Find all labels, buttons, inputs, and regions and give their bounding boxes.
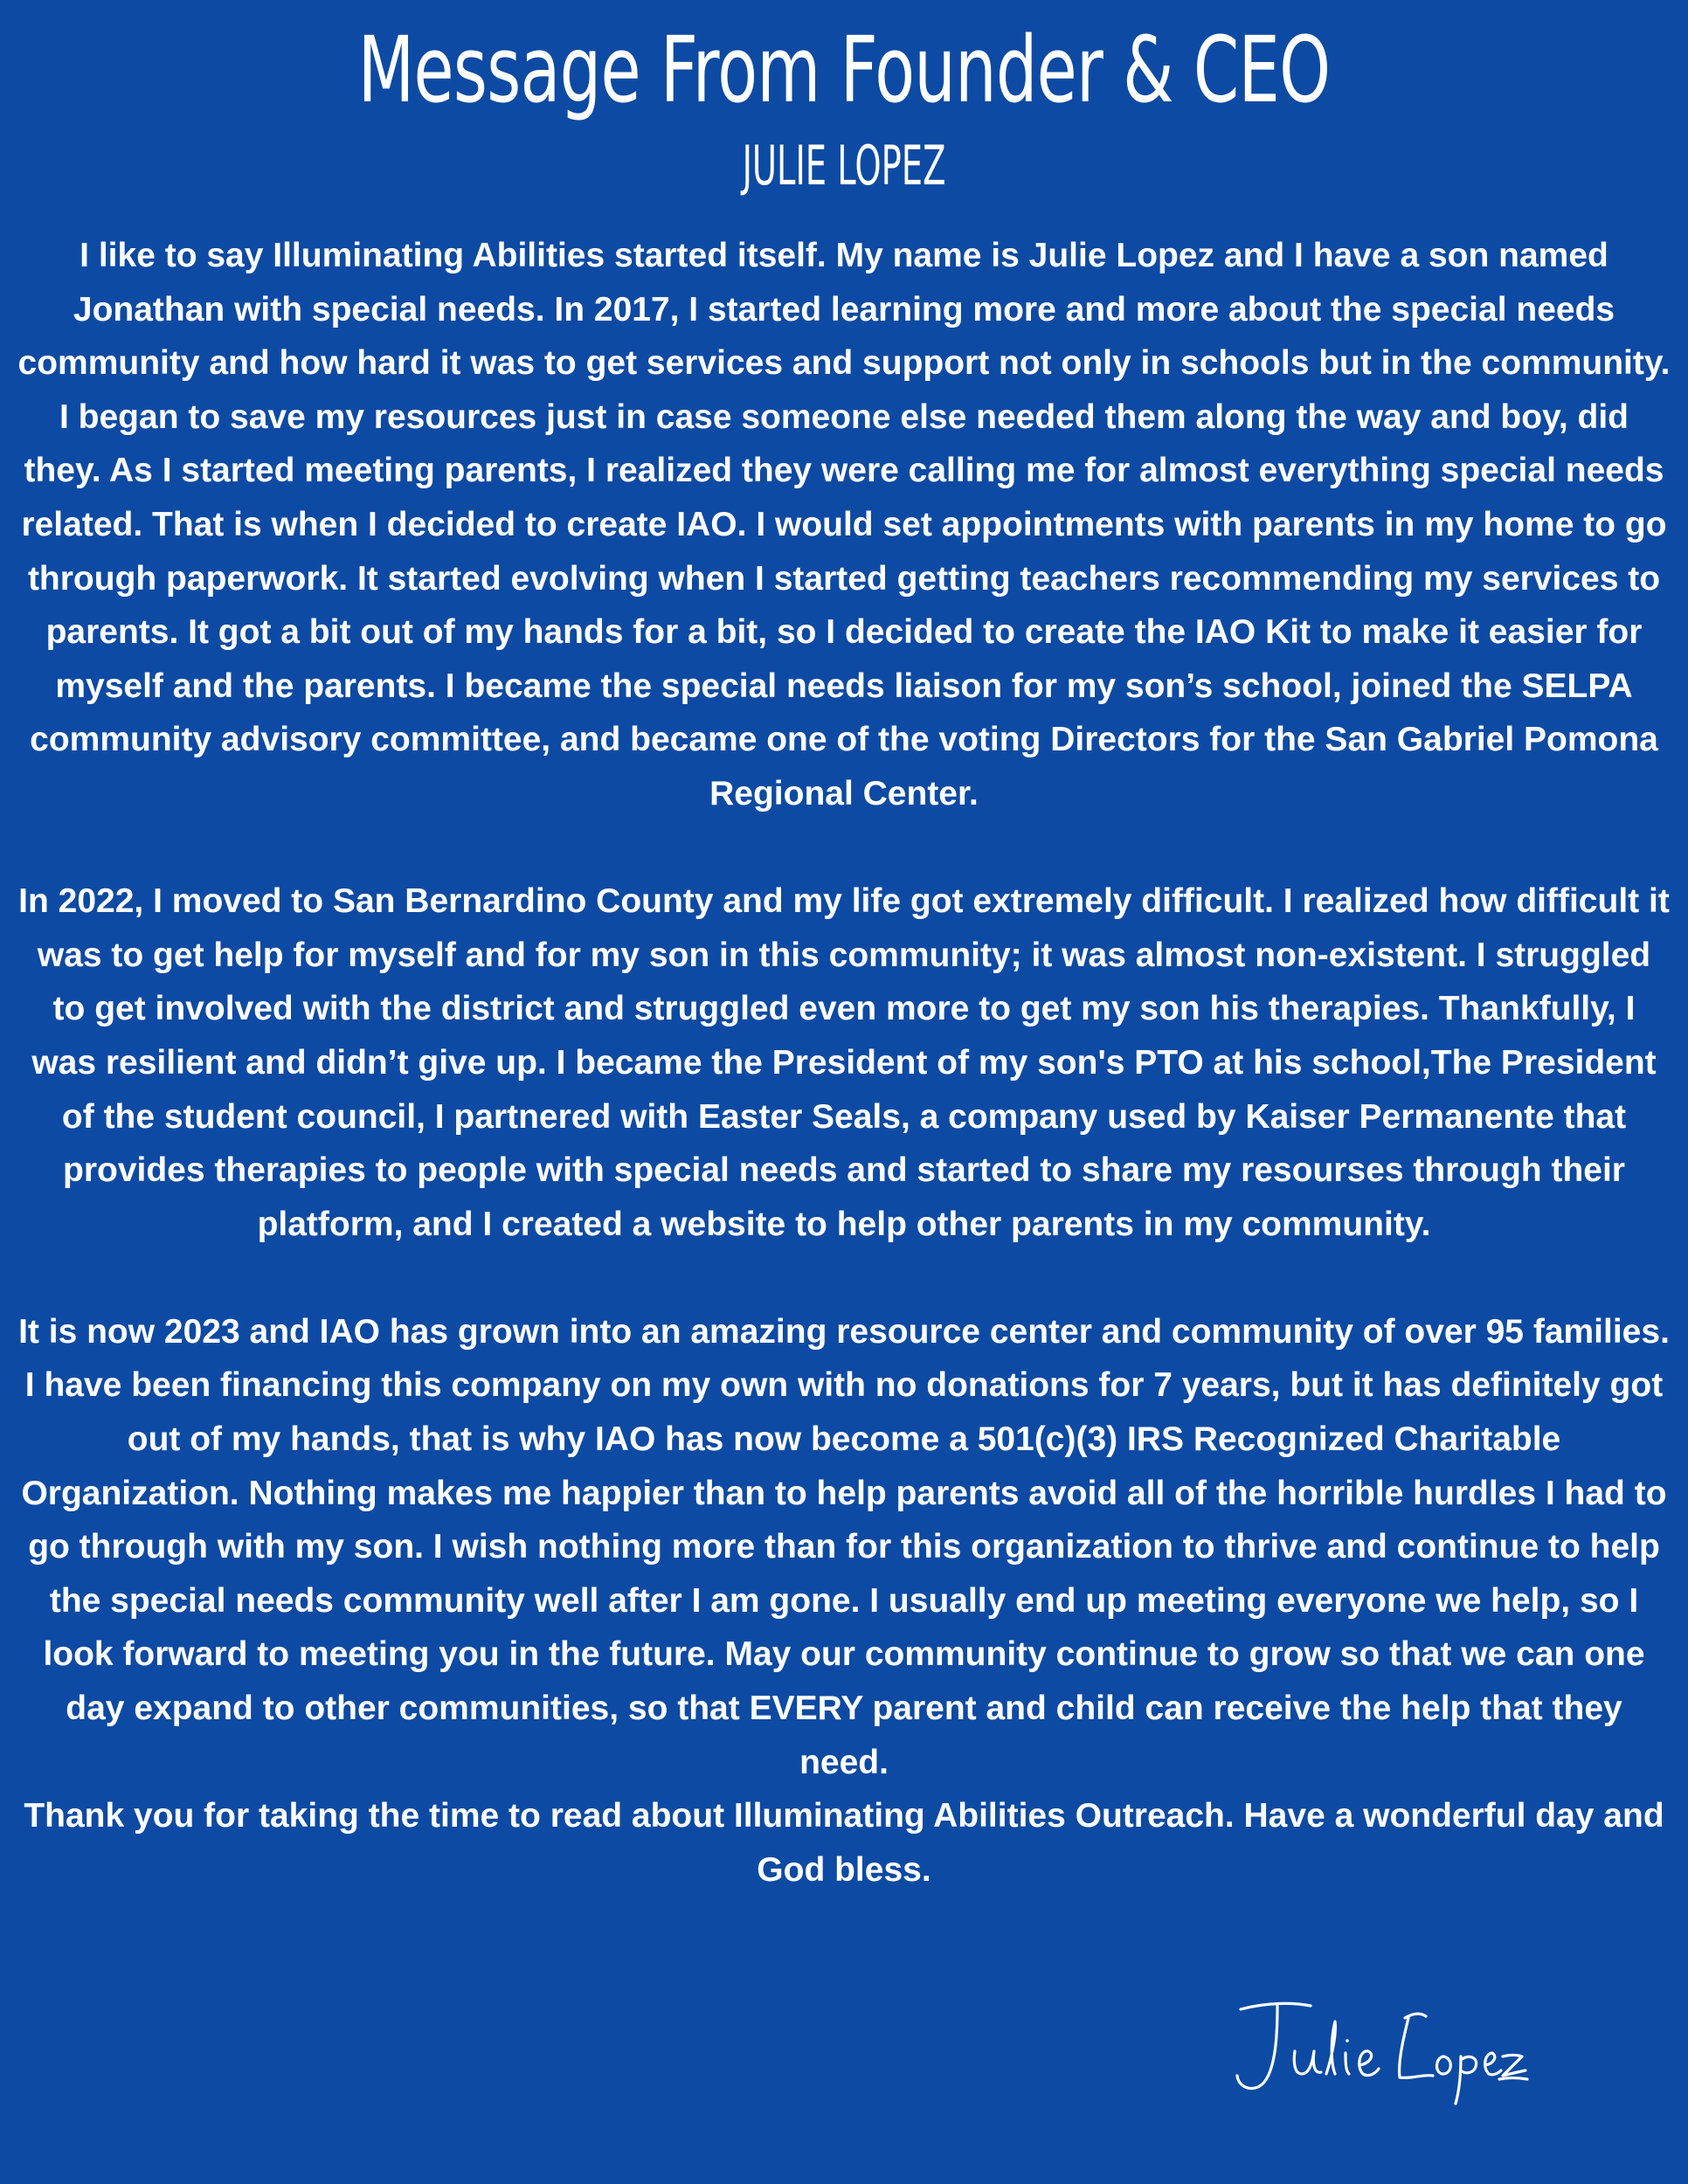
paragraph-spacer [17, 821, 1671, 875]
letter-paragraph-2: In 2022, I moved to San Bernardino County and my life got extremely difficult. I realized how difficult it was to get help for myself and for my son in this community; it was almost non-existent. I struggled to get involved with the district and struggled even more to get my son his therapies. Thankfully, I was resilient and didn’t give up. I became the President of my son's PTO at his school,The President of the student council, I partnered with Easter Seals, a company used by Kaiser Permanente that provides therapies to people with special needs and started to share my resourses through their platform, and I created a website to help other parents in my community. [18, 882, 1670, 1243]
author-name-heading: JULIE LOPEZ [742, 134, 946, 197]
letter-body [17, 229, 1671, 1897]
letter-closing: Thank you for taking the time to read about Illuminating Abilities Outreach. Have a wonderful day and God bless. [24, 1797, 1664, 1889]
paragraph-spacer [17, 1251, 1671, 1305]
signature-graphic [1214, 1983, 1529, 2114]
letter-paragraph-1: I like to say Illuminating Abilities started itself. My name is Julie Lopez and I have a son named Jonathan with special needs. In 2017, I started learning more and more about the special needs community and how hard it was to get services and support not only in schools but in the community. I began to save my resources just in case someone else needed them along the way and boy, did they. As I started meeting parents, I realized they were calling me for almost everything special needs related. That is when I decided to create IAO. I would set appointments with parents in my home to go through paperwork. It started evolving when I started getting teachers recommending my services to parents. It got a bit out of my hands for a bit, so I decided to create the IAO Kit to make it easier for myself and the parents. I became the special needs liaison for my son’s school, joined the SELPA community advisory committee, and became one of the voting Directors for the San Gabriel Pomona Regional Center. [17, 237, 1671, 812]
letter-paragraph-3: It is now 2023 and IAO has grown into an amazing resource center and community of over 95 families. I have been financing this company on my own with no donations for 7 years, but it has definitely got out of my hands, that is why IAO has now become a 501(c)(3) IRS Recognized Charitable Organization. Nothing makes me happier than to help parents avoid all of the horrible hurdles I had to go through with my son. I wish nothing more than for this organization to thrive and continue to help the special needs community well after I am gone. I usually end up meeting everyone we help, so I look forward to meeting you in the future. May our community continue to grow so that we can one day expand to other communities, so that EVERY parent and child can receive the help that they need. [18, 1312, 1670, 1781]
page-title: Message From Founder & CEO [357, 17, 1331, 123]
handwritten-signature [1214, 1983, 1529, 2114]
